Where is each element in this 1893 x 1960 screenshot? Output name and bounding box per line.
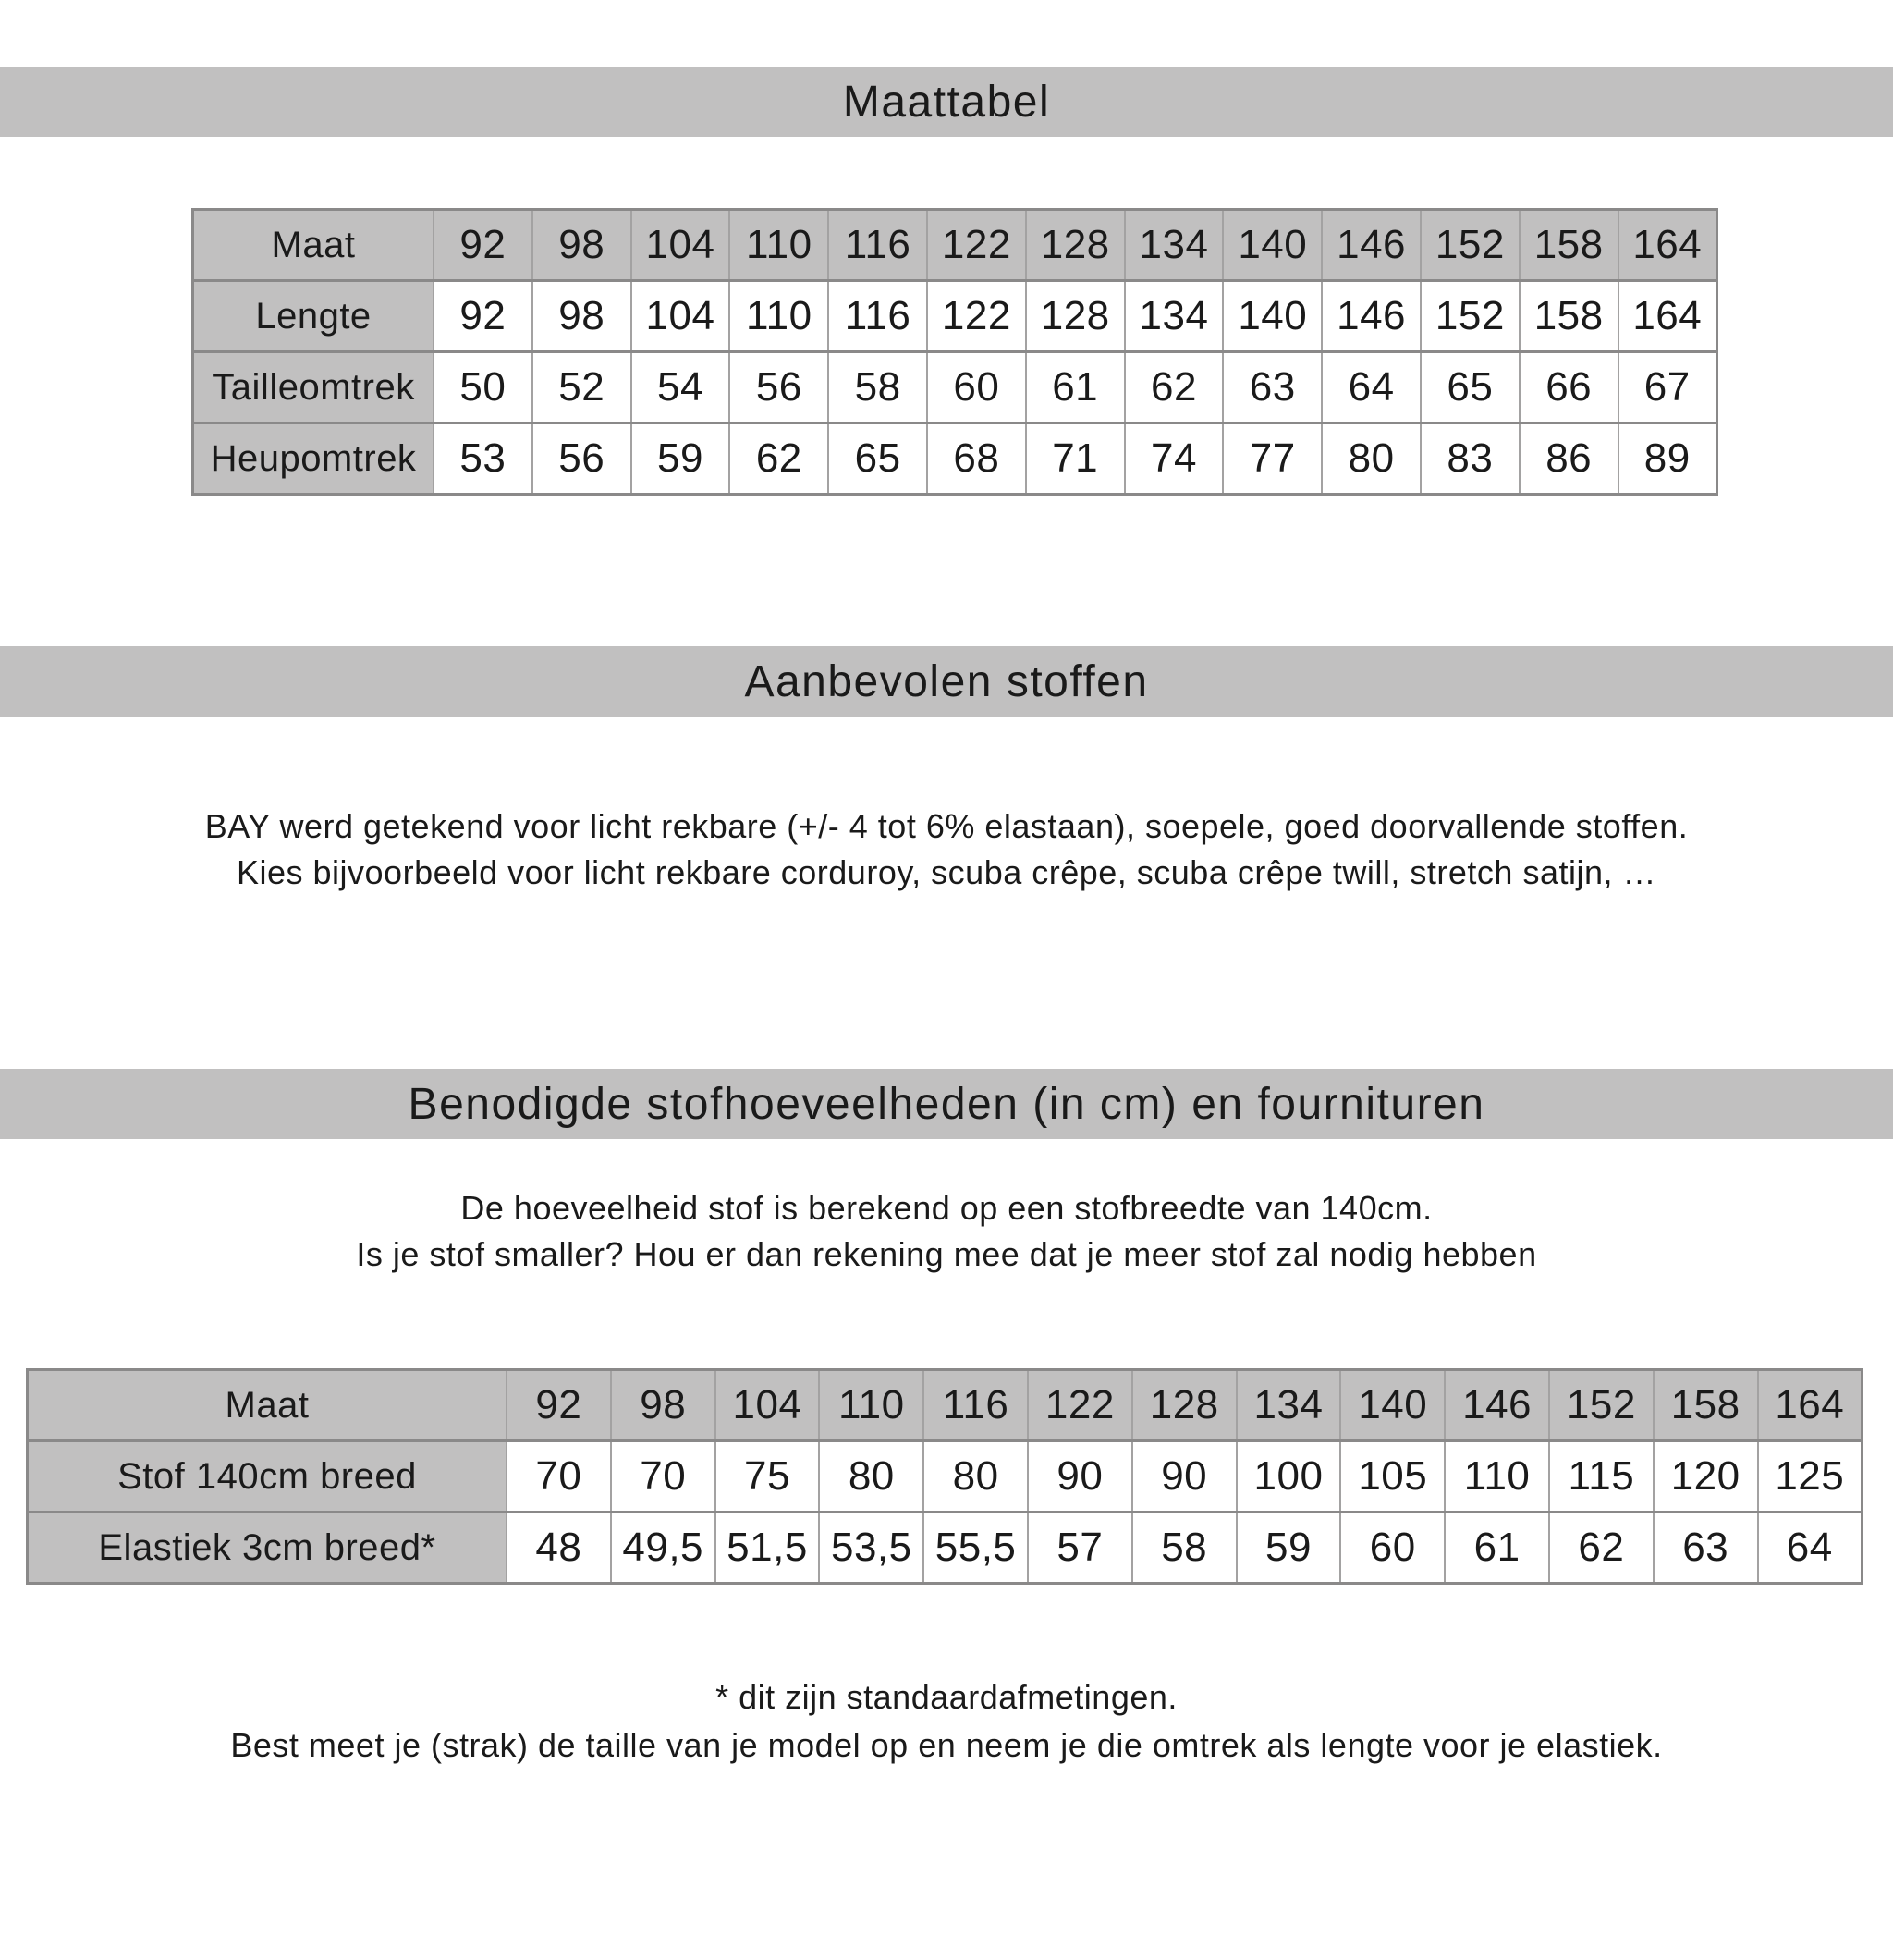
size-header-cell: 134 (1237, 1370, 1341, 1441)
text-line: * dit zijn standaardafmetingen. (715, 1678, 1178, 1716)
size-header-cell: 140 (1340, 1370, 1445, 1441)
value-cell: 77 (1223, 423, 1322, 495)
value-cell: 48 (507, 1513, 611, 1584)
value-cell: 53,5 (819, 1513, 923, 1584)
size-header-cell: 152 (1421, 210, 1520, 281)
value-cell: 122 (927, 281, 1026, 352)
text-line: BAY werd getekend voor licht rekbare (+/- 4 tot 6% elastaan), soepele, goed doorvallende stoffen. (204, 807, 1689, 845)
value-cell: 62 (1125, 352, 1224, 423)
value-cell: 64 (1322, 352, 1421, 423)
value-cell: 90 (1028, 1441, 1132, 1513)
value-cell: 68 (927, 423, 1026, 495)
value-cell: 65 (1421, 352, 1520, 423)
value-cell: 59 (1237, 1513, 1341, 1584)
value-cell: 54 (631, 352, 730, 423)
value-cell: 140 (1223, 281, 1322, 352)
row-label: Lengte (193, 281, 434, 352)
value-cell: 115 (1549, 1441, 1654, 1513)
text-line: Is je stof smaller? Hou er dan rekening mee dat je meer stof zal nodig hebben (356, 1235, 1537, 1273)
size-header-cell: 122 (1028, 1370, 1132, 1441)
size-header-cell: 104 (715, 1370, 820, 1441)
size-header-cell: 146 (1445, 1370, 1549, 1441)
value-cell: 62 (1549, 1513, 1654, 1584)
value-cell: 56 (532, 423, 631, 495)
footnote-text (0, 1673, 1893, 1770)
value-cell: 52 (532, 352, 631, 423)
value-cell: 67 (1618, 352, 1717, 423)
section-header-size-chart (0, 67, 1893, 137)
value-cell: 104 (631, 281, 730, 352)
size-header-cell: 110 (819, 1370, 923, 1441)
value-cell: 105 (1340, 1441, 1445, 1513)
row-label: Heupomtrek (193, 423, 434, 495)
table-row (193, 281, 1717, 352)
value-cell: 61 (1026, 352, 1125, 423)
size-header-cell: 146 (1322, 210, 1421, 281)
size-header-cell: 152 (1549, 1370, 1654, 1441)
value-cell: 158 (1520, 281, 1618, 352)
section-title-size-chart: Maattabel (842, 77, 1051, 127)
value-cell: 55,5 (923, 1513, 1028, 1584)
size-header-cell: 116 (923, 1370, 1028, 1441)
requirements-table (26, 1368, 1863, 1585)
row-label: Elastiek 3cm breed* (28, 1513, 507, 1584)
value-cell: 66 (1520, 352, 1618, 423)
value-cell: 63 (1223, 352, 1322, 423)
table-row (28, 1513, 1862, 1584)
value-cell: 59 (631, 423, 730, 495)
size-header-cell: 116 (828, 210, 927, 281)
value-cell: 62 (729, 423, 828, 495)
value-cell: 128 (1026, 281, 1125, 352)
value-cell: 56 (729, 352, 828, 423)
row-label: Tailleomtrek (193, 352, 434, 423)
size-header-cell: 158 (1520, 210, 1618, 281)
size-header-cell: 110 (729, 210, 828, 281)
size-header-cell: 158 (1654, 1370, 1758, 1441)
value-cell: 58 (828, 352, 927, 423)
table-header-row (28, 1370, 1862, 1441)
value-cell: 49,5 (611, 1513, 715, 1584)
size-header-cell: 98 (611, 1370, 715, 1441)
section-title-fabrics: Aanbevolen stoffen (744, 656, 1149, 706)
row-label: Maat (28, 1370, 507, 1441)
value-cell: 80 (923, 1441, 1028, 1513)
size-chart-table (191, 208, 1718, 496)
size-header-cell: 134 (1125, 210, 1224, 281)
value-cell: 98 (532, 281, 631, 352)
value-cell: 64 (1758, 1513, 1862, 1584)
value-cell: 65 (828, 423, 927, 495)
text-line: Kies bijvoorbeeld voor licht rekbare corduroy, scuba crêpe, scuba crêpe twill, stretch satijn, … (236, 853, 1656, 891)
value-cell: 90 (1132, 1441, 1237, 1513)
table-header-row (193, 210, 1717, 281)
size-header-cell: 92 (434, 210, 532, 281)
value-cell: 80 (1322, 423, 1421, 495)
text-line: Best meet je (strak) de taille van je model op en neem je die omtrek als lengte voor je elastiek. (230, 1726, 1663, 1764)
value-cell: 120 (1654, 1441, 1758, 1513)
value-cell: 57 (1028, 1513, 1132, 1584)
value-cell: 58 (1132, 1513, 1237, 1584)
value-cell: 75 (715, 1441, 820, 1513)
value-cell: 92 (434, 281, 532, 352)
value-cell: 60 (1340, 1513, 1445, 1584)
value-cell: 70 (611, 1441, 715, 1513)
value-cell: 80 (819, 1441, 923, 1513)
value-cell: 51,5 (715, 1513, 820, 1584)
size-header-cell: 122 (927, 210, 1026, 281)
table-row (28, 1441, 1862, 1513)
size-header-cell: 98 (532, 210, 631, 281)
text-line: De hoeveelheid stof is berekend op een stofbreedte van 140cm. (460, 1189, 1433, 1227)
size-header-cell: 164 (1618, 210, 1717, 281)
value-cell: 89 (1618, 423, 1717, 495)
size-header-cell: 92 (507, 1370, 611, 1441)
size-header-cell: 104 (631, 210, 730, 281)
value-cell: 60 (927, 352, 1026, 423)
row-label: Stof 140cm breed (28, 1441, 507, 1513)
section-header-fabrics (0, 646, 1893, 717)
value-cell: 83 (1421, 423, 1520, 495)
section-title-requirements: Benodigde stofhoeveelheden (in cm) en fournituren (408, 1079, 1485, 1129)
fabric-advice-text (0, 803, 1893, 896)
value-cell: 116 (828, 281, 927, 352)
value-cell: 61 (1445, 1513, 1549, 1584)
value-cell: 110 (1445, 1441, 1549, 1513)
value-cell: 74 (1125, 423, 1224, 495)
value-cell: 152 (1421, 281, 1520, 352)
value-cell: 100 (1237, 1441, 1341, 1513)
value-cell: 146 (1322, 281, 1421, 352)
value-cell: 164 (1618, 281, 1717, 352)
size-header-cell: 128 (1026, 210, 1125, 281)
section-header-requirements (0, 1069, 1893, 1139)
size-header-cell: 128 (1132, 1370, 1237, 1441)
row-label: Maat (193, 210, 434, 281)
value-cell: 134 (1125, 281, 1224, 352)
value-cell: 50 (434, 352, 532, 423)
table-row (193, 423, 1717, 495)
value-cell: 63 (1654, 1513, 1758, 1584)
table-row (193, 352, 1717, 423)
requirements-intro-text (0, 1185, 1893, 1278)
value-cell: 86 (1520, 423, 1618, 495)
value-cell: 110 (729, 281, 828, 352)
size-header-cell: 164 (1758, 1370, 1862, 1441)
size-header-cell: 140 (1223, 210, 1322, 281)
value-cell: 125 (1758, 1441, 1862, 1513)
value-cell: 53 (434, 423, 532, 495)
value-cell: 71 (1026, 423, 1125, 495)
value-cell: 70 (507, 1441, 611, 1513)
